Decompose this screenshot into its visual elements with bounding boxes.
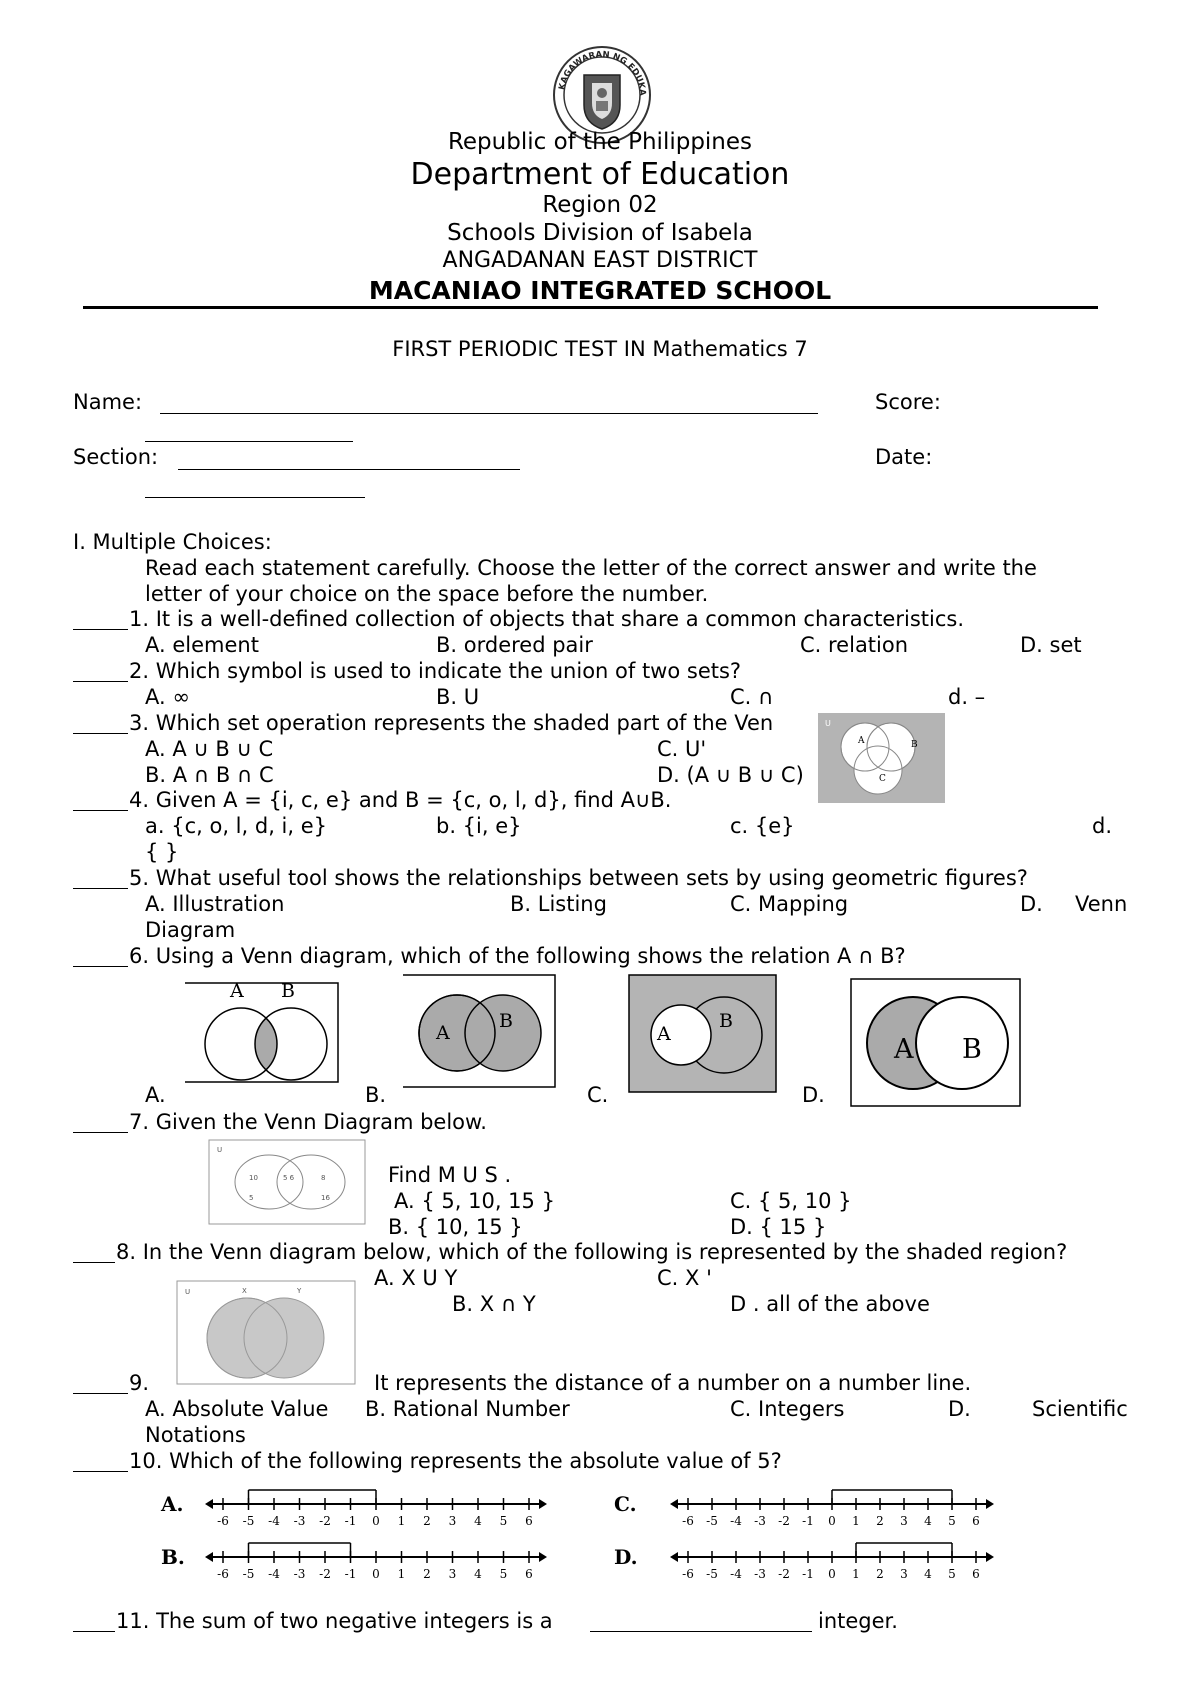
- number-line-tick-label: -1: [344, 1514, 357, 1528]
- q9-choice-c: C. Integers: [730, 1397, 845, 1421]
- test-title: FIRST PERIODIC TEST IN Mathematics 7: [392, 337, 808, 361]
- q3-choice-b: B. A ∩ B ∩ C: [145, 763, 274, 787]
- q7-fig-bottom-left: 5: [249, 1194, 254, 1202]
- q6-choice-b: B.: [365, 1083, 387, 1107]
- q3-stem: 3. Which set operation represents the shaded part of the Ven: [129, 711, 774, 735]
- q9-number: 9.: [129, 1371, 150, 1395]
- number-line-tick-label: 5: [499, 1514, 508, 1528]
- number-line-tick-label: -1: [802, 1514, 814, 1528]
- q8-fig-u: U: [185, 1288, 191, 1296]
- q6-choice-a: A.: [145, 1083, 166, 1107]
- number-line-tick-label: 2: [876, 1514, 884, 1528]
- number-line-b: [203, 1535, 563, 1585]
- number-line-tick-label: -5: [242, 1567, 255, 1581]
- q7-choice-a: A. { 5, 10, 15 }: [394, 1189, 555, 1213]
- q9-choice-d-letter: D.: [948, 1397, 971, 1421]
- q3-venn-figure: [818, 713, 945, 803]
- q7-choice-b: B. { 10, 15 }: [388, 1215, 523, 1239]
- q1-choice-c: C. relation: [800, 633, 909, 657]
- q6a-label-b: B: [281, 980, 295, 1002]
- number-line-tick-label: -4: [730, 1567, 742, 1581]
- q6b-label-b: B: [499, 1010, 513, 1032]
- q8-fig-x: X: [242, 1287, 247, 1295]
- number-line-tick-label: 0: [372, 1567, 380, 1581]
- arrow-left-icon: [670, 1552, 678, 1562]
- svg-text:KAGAWARAN NG EDUKASYON: KAGAWARAN NG EDUKASYON: [548, 38, 648, 97]
- answer-blank-2[interactable]: [73, 681, 128, 682]
- q6-stem: 6. Using a Venn diagram, which of the following shows the relation A ∩ B?: [129, 944, 906, 968]
- q7-fig-u: U: [217, 1146, 223, 1154]
- number-line-tick-label: -1: [802, 1567, 814, 1581]
- q5-stem: 5. What useful tool shows the relationships between sets by using geometric figures?: [129, 866, 1028, 890]
- q10-label-a: A.: [161, 1492, 184, 1516]
- q2-choice-d: d. –: [948, 685, 986, 709]
- number-line-d: [670, 1535, 1010, 1585]
- q10-stem: 10. Which of the following represents the absolute value of 5?: [129, 1449, 782, 1473]
- number-line-tick-label: 5: [948, 1567, 956, 1581]
- q9-choice-d-word2: Notations: [145, 1423, 246, 1447]
- number-line-tick-label: 6: [525, 1514, 533, 1528]
- number-line-tick-label: 4: [924, 1567, 932, 1581]
- number-line-tick-label: -6: [682, 1514, 694, 1528]
- name-field[interactable]: [160, 413, 818, 414]
- number-line-tick-label: -6: [682, 1567, 694, 1581]
- q3-label-u: U: [825, 719, 831, 728]
- number-line-tick-label: 1: [852, 1514, 860, 1528]
- q4-choice-d: d.: [1092, 814, 1113, 838]
- date-field[interactable]: [145, 497, 365, 498]
- q4-stem: 4. Given A = {i, c, e} and B = {c, o, l, d}, find A∪B.: [129, 788, 672, 812]
- q6a-label-a: A: [230, 980, 244, 1002]
- answer-blank-9[interactable]: [73, 1393, 128, 1394]
- q4-choice-c: c. {e}: [730, 814, 795, 838]
- q3-label-a: A: [858, 736, 865, 746]
- number-line-tick-label: 4: [924, 1514, 932, 1528]
- number-line-tick-label: 1: [397, 1514, 406, 1528]
- q7-fig-mid: 5 6: [283, 1174, 295, 1182]
- q1-choice-a: A. element: [145, 633, 259, 657]
- number-line-tick-label: -2: [319, 1567, 331, 1581]
- number-line-tick-label: 6: [525, 1567, 533, 1581]
- q8-choice-a: A. X U Y: [374, 1266, 458, 1290]
- header-rule: [83, 306, 1098, 309]
- q3-label-b: B: [911, 740, 918, 750]
- q5-choice-d-diagram: Diagram: [145, 918, 236, 942]
- q6-choice-c: C.: [587, 1083, 609, 1107]
- number-line-tick-label: 1: [397, 1567, 406, 1581]
- q8-venn-figure: [177, 1281, 356, 1385]
- q7-find: Find M U S .: [388, 1163, 512, 1187]
- q6d-label-a: A: [894, 1034, 914, 1065]
- q2-choice-a: A. ∞: [145, 685, 190, 709]
- q6d-label-b: B: [962, 1034, 982, 1065]
- q8-choice-d: D . all of the above: [730, 1292, 930, 1316]
- number-line-tick-label: -5: [706, 1514, 718, 1528]
- section-label: Section:: [73, 445, 159, 469]
- number-line-tick-label: 4: [474, 1567, 482, 1581]
- number-line-tick-label: -4: [268, 1567, 280, 1581]
- q1-choice-d: D. set: [1020, 633, 1082, 657]
- q5-choice-b: B. Listing: [510, 892, 607, 916]
- number-line-tick-label: -6: [217, 1514, 229, 1528]
- name-label: Name:: [73, 390, 143, 414]
- score-field[interactable]: [145, 441, 353, 442]
- answer-blank-4[interactable]: [73, 810, 128, 811]
- q6c-label-a: A: [657, 1023, 671, 1045]
- q8-choice-b: B. X ∩ Y: [452, 1292, 536, 1316]
- school-name: MACANIAO INTEGRATED SCHOOL: [368, 276, 832, 305]
- q5-choice-c: C. Mapping: [730, 892, 849, 916]
- q10-label-c: C.: [614, 1492, 637, 1516]
- number-line-tick-label: -4: [268, 1514, 280, 1528]
- number-line-tick-label: 1: [852, 1567, 860, 1581]
- number-line-tick-label: -3: [754, 1567, 766, 1581]
- answer-blank-5[interactable]: [73, 888, 128, 889]
- q3-choice-a: A. A ∪ B ∪ C: [145, 737, 274, 761]
- q11-fill-blank[interactable]: [590, 1631, 812, 1632]
- district-line: ANGADANAN EAST DISTRICT: [442, 248, 758, 273]
- q6-figure-b: [403, 975, 558, 1090]
- q7-choice-c: C. { 5, 10 }: [730, 1189, 852, 1213]
- number-line-tick-label: 2: [423, 1567, 431, 1581]
- number-line-tick-label: 3: [448, 1514, 457, 1528]
- q1-choice-b: B. ordered pair: [436, 633, 593, 657]
- date-label: Date:: [875, 445, 933, 469]
- q2-stem: 2. Which symbol is used to indicate the union of two sets?: [129, 659, 742, 683]
- q2-choice-c: C. ∩: [730, 685, 774, 709]
- q3-choice-c: C. U': [657, 737, 707, 761]
- q6-choice-d: D.: [802, 1083, 825, 1107]
- q5-choice-a: A. Illustration: [145, 892, 285, 916]
- score-label: Score:: [875, 390, 941, 414]
- q8-choice-c: C. X ': [657, 1266, 712, 1290]
- q6-figure-a: [185, 975, 342, 1085]
- number-line-a: [203, 1482, 563, 1532]
- q8-stem: 8. In the Venn diagram below, which of the following is represented by the shaded region?: [116, 1240, 1068, 1264]
- arrow-right-icon: [539, 1552, 547, 1562]
- arrow-left-icon: [205, 1499, 213, 1509]
- q6c-label-b: B: [719, 1010, 733, 1032]
- q6b-label-a: A: [436, 1022, 450, 1044]
- arrow-left-icon: [205, 1552, 213, 1562]
- q7-stem: 7. Given the Venn Diagram below.: [129, 1110, 487, 1134]
- arrow-right-icon: [986, 1499, 994, 1509]
- q9-stem: It represents the distance of a number on a number line.: [374, 1371, 972, 1395]
- answer-blank-7[interactable]: [73, 1132, 128, 1133]
- q7-venn-figure: [209, 1140, 366, 1225]
- answer-blank-10[interactable]: [73, 1471, 128, 1472]
- number-line-tick-label: -3: [754, 1514, 766, 1528]
- q9-choice-d-word: Scientific: [1032, 1397, 1128, 1421]
- q5-choice-d-letter: D.: [1020, 892, 1043, 916]
- q4-choice-d-set: { }: [145, 840, 179, 864]
- q6-figure-c: [629, 975, 777, 1093]
- republic-line: Republic of the Philippines: [447, 129, 753, 155]
- region-line: Region 02: [542, 192, 658, 218]
- number-line-tick-label: 3: [448, 1567, 457, 1581]
- number-line-tick-label: -5: [242, 1514, 255, 1528]
- number-line-tick-label: 2: [876, 1567, 884, 1581]
- q10-label-d: D.: [614, 1545, 638, 1569]
- q9-choice-b: B. Rational Number: [365, 1397, 570, 1421]
- number-line-tick-label: 4: [474, 1514, 482, 1528]
- q6-figure-d: [850, 978, 1021, 1108]
- division-line: Schools Division of Isabela: [447, 220, 753, 246]
- number-line-tick-label: -3: [293, 1514, 306, 1528]
- q11-stem: 11. The sum of two negative integers is a: [116, 1609, 553, 1633]
- department-line: Department of Education: [410, 157, 790, 192]
- q4-choice-a: a. {c, o, l, d, i, e}: [145, 814, 328, 838]
- number-line-c: [670, 1482, 1010, 1532]
- number-line-tick-label: 5: [499, 1567, 508, 1581]
- number-line-tick-label: 6: [972, 1514, 980, 1528]
- answer-blank-6[interactable]: [73, 966, 128, 967]
- answer-blank-8[interactable]: [73, 1262, 115, 1263]
- answer-blank-1[interactable]: [73, 629, 128, 630]
- arrow-left-icon: [670, 1499, 678, 1509]
- number-line-tick-label: 3: [900, 1514, 908, 1528]
- number-line-tick-label: -2: [778, 1567, 790, 1581]
- arrow-right-icon: [539, 1499, 547, 1509]
- number-line-tick-label: -2: [319, 1514, 331, 1528]
- q7-choice-d: D. { 15 }: [730, 1215, 827, 1239]
- number-line-tick-label: -2: [778, 1514, 790, 1528]
- number-line-tick-label: 3: [900, 1567, 908, 1581]
- number-line-tick-label: -1: [344, 1567, 357, 1581]
- number-line-tick-label: -3: [293, 1567, 306, 1581]
- section-title: I. Multiple Choices:: [73, 530, 272, 554]
- answer-blank-3[interactable]: [73, 733, 128, 734]
- q10-label-b: B.: [161, 1545, 185, 1569]
- number-line-tick-label: 0: [828, 1567, 836, 1581]
- q9-choice-a: A. Absolute Value: [145, 1397, 329, 1421]
- q4-choice-b: b. {i, e}: [436, 814, 522, 838]
- instruction-line-1: Read each statement carefully. Choose the letter of the correct answer and write the: [145, 556, 1037, 580]
- number-line-tick-label: 5: [948, 1514, 956, 1528]
- q7-fig-left: 10: [249, 1174, 258, 1182]
- number-line-tick-label: 0: [372, 1514, 380, 1528]
- arrow-right-icon: [986, 1552, 994, 1562]
- q5-choice-d-venn: Venn: [1075, 892, 1128, 916]
- q3-choice-d: D. (A ∪ B ∪ C): [657, 763, 804, 787]
- number-line-tick-label: -6: [217, 1567, 229, 1581]
- number-line-tick-label: 0: [828, 1514, 836, 1528]
- q8-fig-y: Y: [297, 1287, 302, 1295]
- q7-fig-bottom-right: 16: [321, 1194, 330, 1202]
- q2-choice-b: B. U: [436, 685, 480, 709]
- section-field[interactable]: [178, 469, 520, 470]
- answer-blank-11[interactable]: [73, 1631, 115, 1632]
- number-line-tick-label: -5: [706, 1567, 718, 1581]
- instruction-line-2: letter of your choice on the space before the number.: [145, 582, 709, 606]
- number-line-tick-label: -4: [730, 1514, 742, 1528]
- q3-label-c: C: [879, 774, 886, 784]
- q7-fig-right: 8: [321, 1174, 326, 1182]
- q11-tail: integer.: [818, 1609, 898, 1633]
- number-line-tick-label: 2: [423, 1514, 431, 1528]
- number-line-tick-label: 6: [972, 1567, 980, 1581]
- q1-stem: 1. It is a well-defined collection of objects that share a common characteristics.: [129, 607, 964, 631]
